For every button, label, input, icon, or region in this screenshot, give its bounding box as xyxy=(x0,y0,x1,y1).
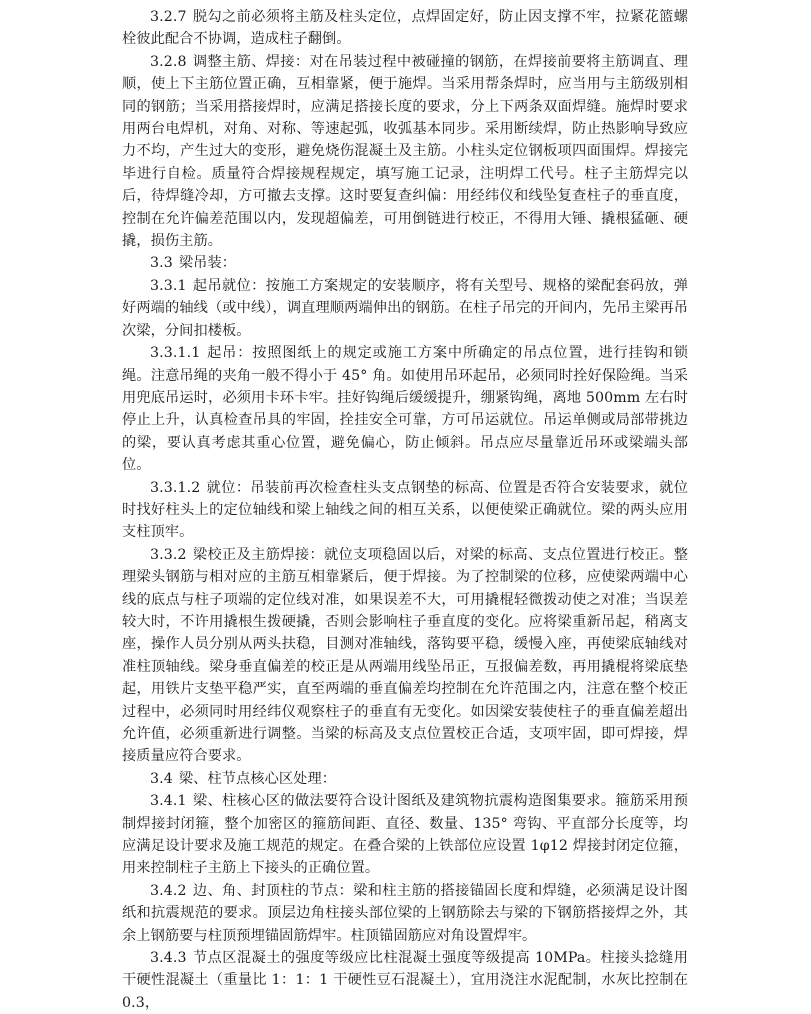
section-heading-3-4 xyxy=(122,768,688,790)
clause-number: 3.4.2 xyxy=(150,882,187,899)
paragraph-text: 节点区混凝土的强度等级应比柱混凝土强度等级提高 10MPa。柱接头捻缝用干硬性混凝土（重量比 1：1：1 干硬性豆石混凝土），宜用浇注水泥配制，水灰比控制在 0.3， xyxy=(122,950,688,1011)
clause-number: 3.3.1 xyxy=(150,277,187,294)
clause-number: 3.3.1.2 xyxy=(150,479,201,496)
paragraph-text: 起吊：按照图纸上的规定或施工方案中所确定的吊点位置，进行挂钩和锁绳。注意吊绳的夹角一般不得小于 45° 角。如使用吊环起吊，必须同时拴好保险绳。当采用兜底吊运时，必须用卡环卡牢。挂好钩绳后缓缓提升，绷紧钩绳，离地 500mm 左右时停止上升，认真检查吊具的牢固，拴挂安全可靠，方可吊运就位。吊运单侧或局部带挑边的梁，要认真考虑其重心位置，避免偏心，防止倾斜。吊点应尽量靠近吊环或梁端头部位。 xyxy=(122,345,688,474)
paragraph-text: 调整主筋、焊接：对在吊装过程中被碰撞的钢筋，在焊接前要将主筋调直、理顺，使上下主筋位置正确，互相靠紧，便于施焊。当采用帮条焊时，应当用与主筋级别相同的钢筋；当采用搭接焊时，应满足搭接长度的要求，分上下两条双面焊缝。施焊时要求用两台电焊机，对角、对称、等速起弧，收弧基本同步。采用断续焊，防止热影响导致应力不均，产生过大的变形，避免烧伤混凝土及主筋。小柱头定位钢板项四面围焊。焊接完毕进行自检。质量符合焊接规程规定，填写施工记录，注明焊工代号。柱子主筋焊完以后，待焊缝冷却，方可撤去支撑。这时要复查纠偏：用经纬仪和线坠复查柱子的垂直度，控制在允许偏差范围以内，发现超偏差，可用倒链进行校正，不得用大锤、撬根猛砸、硬撬，损伤主筋。 xyxy=(122,53,688,250)
section-heading-3-3 xyxy=(122,252,688,274)
paragraph-3-2-7 xyxy=(122,6,688,51)
clause-number: 3.2.7 xyxy=(150,9,187,25)
clause-number: 3.3.2 xyxy=(150,546,187,563)
paragraph-3-3-1-1 xyxy=(122,342,688,476)
clause-number: 3.4 xyxy=(150,770,173,787)
paragraph-3-2-8 xyxy=(122,51,688,253)
paragraph-3-3-1 xyxy=(122,275,688,342)
paragraph-3-3-2 xyxy=(122,544,688,768)
clause-number: 3.4.1 xyxy=(150,793,187,810)
clause-number: 3.2.8 xyxy=(150,53,187,70)
paragraph-text: 边、角、封顶柱的节点：梁和柱主筋的搭接锚固长度和焊缝，必须满足设计图纸和抗震规范的要求。顶层边角柱接头部位梁的上钢筋除去与梁的下钢筋搭接焊之外，其余上钢筋要与柱顶预埋锚固筋焊牢。柱顶锚固筋应对角设置焊牢。 xyxy=(122,882,688,944)
heading-text: 梁、柱节点核心区处理： xyxy=(178,770,337,787)
document-body xyxy=(122,6,688,1014)
paragraph-text: 梁校正及主筋焊接：就位支项稳固以后，对梁的标高、支点位置进行校正。整理梁头钢筋与相对应的主筋互相靠紧后，便于焊接。为了控制梁的位移，应使梁两端中心线的底点与柱子项端的定位线对准，如果误差不大，可用撬棍轻微拨动使之对准；当误差较大时，不许用撬根生拨硬撬，否则会影响柱子垂直度的变化。应将梁重新吊起，稍离支座，操作人员分别从两头扶稳，目测对准轴线，落钩要平稳，缓慢入座，再使梁底轴线对准柱顶轴线。梁身垂直偏差的校正是从两端用线坠吊正，互报偏差数，再用撬棍将梁底垫起，用铁片支垫平稳严实，直至两端的垂直偏差均控制在允许范围之内，注意在整个校正过程中，必须同时用经纬仪观察柱子的垂直有无变化。如因梁安装使柱子的垂直偏差超出允许值，必须重新进行调整。当梁的标高及支点位置校正合适，支项牢固，即可焊接，焊接质量应符合要求。 xyxy=(122,546,688,765)
paragraph-text: 起吊就位：按施工方案规定的安装顺序，将有关型号、规格的梁配套码放，弹好两端的轴线（或中线），调直理顺两端伸出的钢筋。在柱子吊完的开间内，先吊主梁再吊次梁，分间扣楼板。 xyxy=(122,277,688,339)
paragraph-text: 就位：吊装前再次检查柱头支点钢垫的标高、位置是否符合安装要求，就位时找好柱头上的定位轴线和梁上轴线之间的相互关系，以便使梁正确就位。梁的两头应用支柱顶牢。 xyxy=(122,479,688,541)
heading-text: 梁吊装： xyxy=(178,255,237,272)
paragraph-3-3-1-2 xyxy=(122,477,688,544)
clause-number: 3.4.3 xyxy=(150,950,187,967)
paragraph-3-4-1 xyxy=(122,790,688,880)
paragraph-text: 梁、柱核心区的做法要符合设计图纸及建筑物抗震构造图集要求。箍筋采用预制焊接封闭箍，整个加密区的箍筋间距、直径、数量、135° 弯钩、平直部分长度等，均应满足设计要求及施工规范的规定。在叠合梁的上铁部位应设置 1φ12 焊接封闭定位箍，用来控制柱子主筋上下接头的正确位置。 xyxy=(122,793,688,877)
paragraph-text: 脱勾之前必须将主筋及柱头定位，点焊固定好，防止因支撑不牢，拉紧花篮螺栓彼此配合不协调，造成柱子翻倒。 xyxy=(122,9,688,48)
clause-number: 3.3 xyxy=(150,255,173,272)
paragraph-3-4-2 xyxy=(122,880,688,947)
clause-number: 3.3.1.1 xyxy=(150,345,201,362)
paragraph-3-4-3 xyxy=(122,947,688,1014)
